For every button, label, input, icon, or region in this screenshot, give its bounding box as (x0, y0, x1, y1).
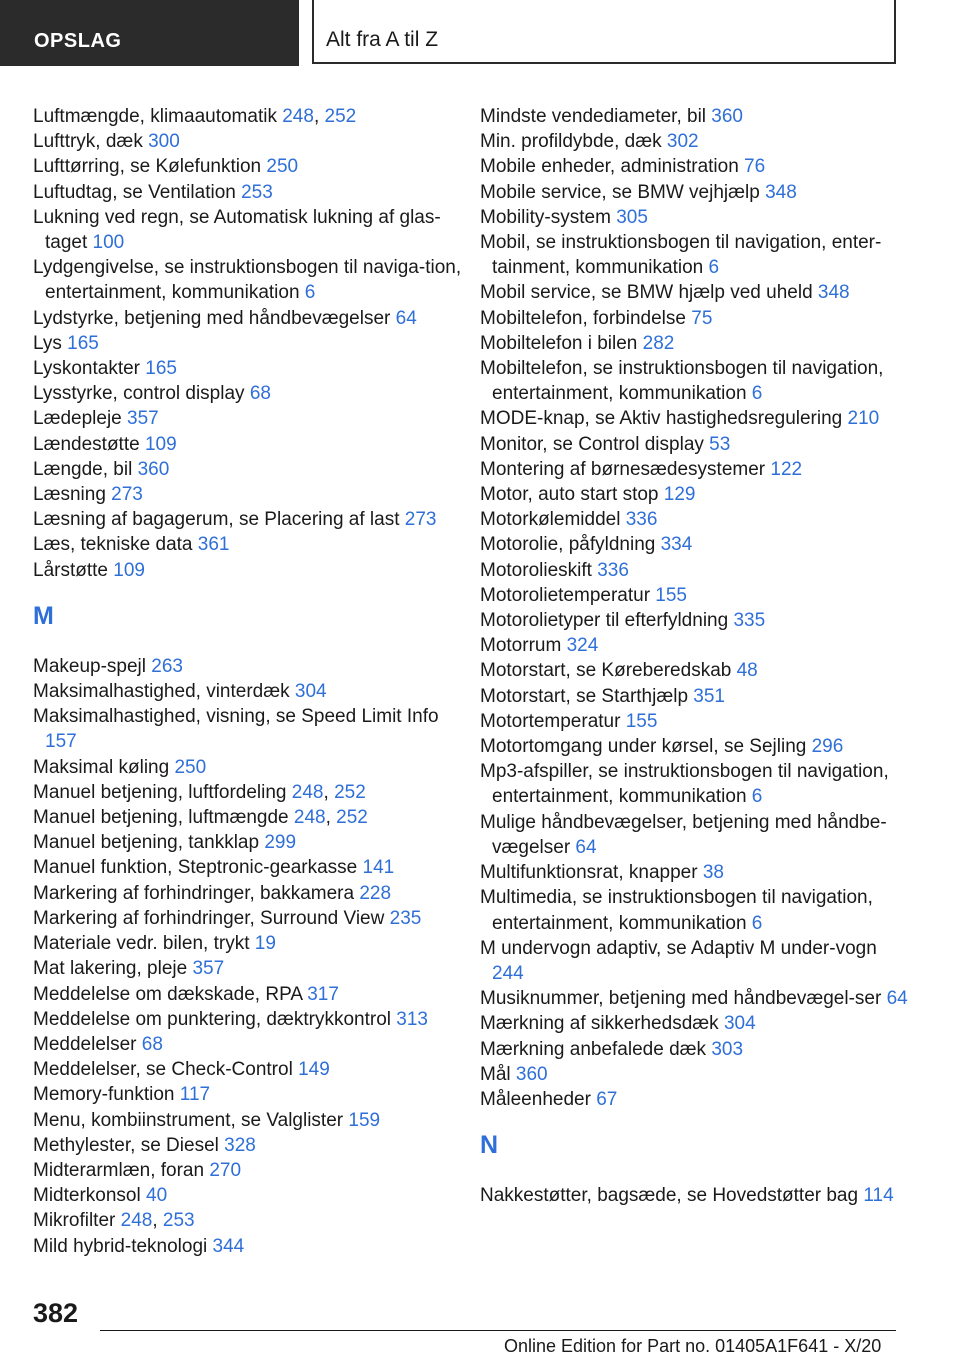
page-link[interactable]: 273 (111, 484, 143, 506)
index-entry (33, 1183, 463, 1208)
page-link[interactable]: 351 (693, 685, 725, 707)
index-entry (480, 129, 910, 154)
index-column-right (480, 104, 910, 1208)
index-entry (33, 306, 463, 331)
index-entry (33, 180, 463, 205)
index-entry (480, 482, 910, 507)
index-entry (33, 1082, 463, 1107)
index-term: Motorolietemperatur (480, 584, 656, 606)
index-term: Lædepleje (33, 408, 128, 430)
index-entry (33, 532, 463, 557)
index-entry (33, 381, 463, 406)
page-link[interactable]: 157 (45, 731, 77, 753)
index-entry (480, 885, 910, 935)
page-link[interactable]: 141 (362, 857, 395, 879)
index-term: Motortomgang under kørsel, se Sejling (480, 736, 812, 758)
index-entry (480, 306, 910, 331)
index-entry (480, 608, 910, 633)
page-link[interactable]: 228 (359, 882, 392, 904)
index-letter-heading: M (33, 601, 54, 630)
index-entry (480, 1087, 910, 1112)
page-link[interactable]: 300 (148, 131, 180, 153)
index-term: Lårstøtte (33, 559, 114, 581)
page-link[interactable]: 334 (660, 534, 693, 556)
index-entry (33, 755, 463, 780)
page-link[interactable]: 250 (174, 756, 207, 778)
index-entry (480, 180, 910, 205)
index-term: Motorolie, påfyldning (480, 534, 661, 556)
index-entry (33, 1057, 463, 1082)
index-term: M undervogn adaptiv, se Adaptiv M under-vogn (480, 937, 877, 959)
index-entry (33, 356, 463, 381)
page-link[interactable]: 304 (723, 1013, 756, 1035)
page-link[interactable]: 165 (67, 332, 99, 354)
index-term: Motorolieskift (480, 559, 598, 581)
index-entry (33, 406, 463, 431)
page-link[interactable]: 68 (249, 383, 271, 405)
index-term: Læsning af bagagerum, se Placering af last (33, 509, 405, 531)
page-link[interactable]: 64 (886, 988, 908, 1010)
index-entry (33, 1234, 463, 1259)
index-entry (480, 684, 910, 709)
index-entry (33, 507, 463, 532)
index-term: Monitor, se Control display (480, 433, 710, 455)
index-term: Manuel betjening, luftmængde (33, 807, 294, 829)
index-term: Menu, kombiinstrument, se Valglister (33, 1109, 349, 1131)
index-entry (33, 482, 463, 507)
page-link[interactable]: 122 (770, 458, 803, 480)
index-entry (480, 986, 910, 1011)
index-term: Lydstyrke, betjening med håndbevægelser (33, 307, 396, 329)
page-link[interactable]: 48 (736, 660, 758, 682)
index-term: Lydgengivelse, se instruktionsbogen til naviga-tion, entertainment, kommunikation (33, 257, 462, 304)
page-link[interactable]: 100 (92, 232, 125, 254)
page-link[interactable]: 336 (625, 509, 658, 531)
index-term: Lufttørring, se Kølefunktion (33, 156, 267, 178)
page-link[interactable]: 109 (144, 433, 177, 455)
section-tab (0, 0, 299, 66)
page-link[interactable]: 75 (691, 307, 713, 329)
index-term: Midterkonsol (33, 1185, 146, 1207)
page-link[interactable]: 67 (596, 1088, 618, 1110)
index-entry (33, 1133, 463, 1158)
index-term: Methylester, se Diesel (33, 1134, 225, 1156)
page-link[interactable]: 357 (192, 958, 225, 980)
page-link[interactable]: 248 (282, 106, 314, 127)
page-link[interactable]: 248 (293, 807, 326, 829)
index-term: Længde, bil (33, 458, 138, 480)
page-link[interactable]: 6 (751, 786, 763, 808)
page-link[interactable]: 317 (307, 983, 339, 1005)
page-link[interactable]: 250 (266, 156, 299, 178)
index-entry (480, 154, 910, 179)
page-link[interactable]: 155 (655, 584, 687, 606)
page-link[interactable]: 336 (597, 559, 629, 581)
index-entry (480, 709, 910, 734)
page-link[interactable]: 252 (336, 807, 368, 829)
page-separator: , (323, 781, 335, 803)
index-term: Mobile enheder, administration (480, 156, 745, 178)
page-link[interactable]: 263 (151, 655, 183, 677)
index-term: Mikrofilter (33, 1210, 121, 1232)
page-link[interactable]: 360 (711, 106, 743, 127)
footer-divider (100, 1330, 896, 1331)
index-term: Manuel funktion, Steptronic-gearkasse (33, 857, 363, 879)
page-link[interactable]: 253 (162, 1210, 195, 1232)
index-entry (33, 704, 463, 754)
index-entry (33, 1032, 463, 1057)
index-term: Måleenheder (480, 1088, 597, 1110)
index-term: Maksimalhastighed, vinterdæk (33, 681, 295, 703)
index-term: Multimedia, se instruktionsbogen til navigation, entertainment, kommunikation (480, 887, 873, 934)
index-entry (480, 1183, 910, 1208)
index-entry (480, 457, 910, 482)
index-entry (480, 205, 910, 230)
index-term: Lyskontakter (33, 358, 146, 380)
index-term: Materiale vedr. bilen, trykt (33, 933, 255, 955)
index-term: Motorstart, se Starthjælp (480, 685, 694, 707)
page-link[interactable]: 40 (146, 1185, 168, 1207)
index-term: Maksimalhastighed, visning, se Speed Limit Info (33, 706, 439, 728)
index-entry (33, 679, 463, 704)
index-term: Mobiltelefon i bilen (480, 332, 643, 354)
index-term: Mobiltelefon, se instruktionsbogen til navigation, entertainment, kommunikation (480, 358, 884, 405)
index-entry (480, 734, 910, 759)
index-entry (480, 1011, 910, 1036)
index-entry (480, 230, 910, 280)
page-link[interactable]: 357 (127, 408, 159, 430)
index-entry (33, 129, 463, 154)
index-entry (33, 205, 463, 255)
index-term: Mindste vendediameter, bil (480, 106, 712, 127)
index-entry (480, 860, 910, 885)
page-separator: , (313, 106, 325, 127)
page-link[interactable]: 244 (492, 962, 524, 984)
page-link[interactable]: 248 (120, 1210, 153, 1232)
index-entry (480, 432, 910, 457)
index-entry (480, 558, 910, 583)
index-term: Markering af forhindringer, Surround View (33, 907, 390, 929)
footer-edition: Online Edition for Part no. 01405A1F641 - X/20 (504, 1336, 882, 1356)
page-link[interactable]: 252 (324, 106, 357, 127)
page-link[interactable]: 210 (847, 408, 880, 430)
index-term: Midterarmlæn, foran (33, 1159, 210, 1181)
page-link[interactable]: 19 (254, 933, 276, 955)
page-link[interactable]: 253 (241, 181, 273, 203)
page-link[interactable]: 270 (209, 1159, 242, 1181)
index-entry (33, 1208, 463, 1233)
page-link[interactable]: 149 (298, 1059, 330, 1081)
index-term: Mulige håndbevægelser, betjening med håndbe-vægelser (480, 811, 887, 858)
index-entry (33, 154, 463, 179)
index-term: Motorolietyper til efterfyldning (480, 610, 734, 632)
index-entry (33, 855, 463, 880)
index-entry (480, 633, 910, 658)
chapter-title: Alt fra A til Z (326, 28, 439, 51)
index-term: Mobiltelefon, forbindelse (480, 307, 692, 329)
index-entry (480, 936, 910, 986)
index-term: Lændestøtte (33, 433, 145, 455)
index-term: Motortemperatur (480, 710, 626, 732)
chapter-tab (312, 0, 896, 64)
index-term: Mobility-system (480, 206, 617, 228)
index-entry (480, 810, 910, 860)
index-term: Manuel betjening, luftfordeling (33, 781, 292, 803)
index-term: Lufttryk, dæk (33, 131, 149, 153)
index-entry (480, 104, 910, 129)
index-term: Mål (480, 1063, 516, 1085)
index-entry (33, 982, 463, 1007)
index-entry (33, 255, 463, 305)
index-term: Mobil, se instruktionsbogen til navigation, enter-tainment, kommunikation (480, 232, 882, 279)
index-entry (33, 432, 463, 457)
page-separator: , (152, 1210, 163, 1232)
page-link[interactable]: 299 (264, 832, 297, 854)
index-term: Lys (33, 332, 68, 354)
index-entry (33, 906, 463, 931)
page-link[interactable]: 235 (389, 907, 422, 929)
index-entry (33, 457, 463, 482)
page-link[interactable]: 38 (702, 862, 724, 884)
index-entry (480, 532, 910, 557)
index-entry (33, 956, 463, 981)
index-term: Mobil service, se BMW hjælp ved uheld (480, 282, 818, 304)
page-link[interactable]: 313 (396, 1008, 428, 1030)
page-link[interactable]: 6 (304, 282, 316, 304)
index-letter-heading: N (480, 1131, 499, 1160)
page-header (0, 0, 960, 66)
page-link[interactable]: 117 (179, 1084, 211, 1106)
index-term: Mobile service, se BMW vejhjælp (480, 181, 766, 203)
page-number: 382 (33, 1298, 79, 1328)
index-entry (33, 654, 463, 679)
index-term: Meddelelser (33, 1033, 142, 1055)
index-term: Luftudtag, se Ventilation (33, 181, 242, 203)
page-link[interactable]: 303 (711, 1038, 744, 1060)
index-term: Læsning (33, 484, 112, 506)
index-entry (33, 931, 463, 956)
page-link[interactable]: 64 (395, 307, 417, 329)
page-link[interactable]: 252 (334, 781, 366, 803)
index-term: Motorstart, se Køreberedskab (480, 660, 737, 682)
index-entry (480, 759, 910, 809)
index-entry (480, 507, 910, 532)
index-entry (480, 356, 910, 406)
page-link[interactable]: 348 (765, 181, 797, 203)
page-link[interactable]: 68 (141, 1033, 163, 1055)
index-entry (33, 881, 463, 906)
index-entry (33, 780, 463, 805)
index-entry (480, 331, 910, 356)
page-link[interactable]: 165 (145, 358, 177, 380)
index-entry (33, 1158, 463, 1183)
index-entry (480, 1037, 910, 1062)
index-entry (33, 805, 463, 830)
index-column-left (33, 104, 463, 1259)
page-link[interactable]: 328 (224, 1134, 256, 1156)
page-link[interactable]: 361 (197, 534, 230, 556)
page-link[interactable]: 64 (575, 836, 597, 858)
index-term: Markering af forhindringer, bakkamera (33, 882, 360, 904)
page-link[interactable]: 114 (863, 1185, 894, 1207)
page-link[interactable]: 302 (666, 131, 699, 153)
page-link[interactable]: 324 (566, 635, 599, 657)
index-entry (33, 1108, 463, 1133)
index-term: Lukning ved regn, se Automatisk lukning af glas-taget (33, 206, 441, 254)
page-link[interactable]: 129 (663, 484, 696, 506)
page-link[interactable]: 335 (733, 610, 766, 632)
index-term: Memory-funktion (33, 1084, 180, 1106)
page-link[interactable]: 344 (212, 1235, 245, 1257)
index-entry (480, 583, 910, 608)
page-link[interactable]: 348 (817, 282, 850, 304)
index-entry (33, 104, 463, 129)
index-term: Meddelelser, se Check-Control (33, 1059, 299, 1081)
index-term: Lysstyrke, control display (33, 383, 250, 405)
index-entry (480, 280, 910, 305)
index-term: Musiknummer, betjening med håndbevægel-ser (480, 988, 887, 1010)
page-link[interactable]: 159 (348, 1109, 381, 1131)
index-term: Mild hybrid-teknologi (33, 1235, 213, 1257)
index-entry (33, 830, 463, 855)
index-term: Maksimal køling (33, 756, 175, 778)
index-term: Motorrum (480, 635, 567, 657)
page-link[interactable]: 53 (709, 433, 731, 455)
index-term: Motor, auto start stop (480, 484, 664, 506)
index-term: Min. profildybde, dæk (480, 131, 667, 153)
index-term: Luftmængde, klimaautomatik (33, 106, 283, 127)
index-term: Mærkning af sikkerhedsdæk (480, 1013, 724, 1035)
page-link[interactable]: 360 (515, 1063, 548, 1085)
page-link[interactable]: 6 (708, 257, 720, 279)
page-link[interactable]: 248 (291, 781, 324, 803)
index-term: Multifunktionsrat, knapper (480, 862, 703, 884)
index-term: Meddelelse om punktering, dæktrykkontrol (33, 1008, 397, 1030)
index-entry (480, 406, 910, 431)
page-link[interactable]: 76 (744, 156, 766, 178)
page-separator: , (325, 807, 337, 829)
page-link[interactable]: 305 (616, 206, 648, 228)
page-link[interactable]: 155 (625, 710, 658, 732)
page-link[interactable]: 360 (137, 458, 170, 480)
index-term: Makeup-spejl (33, 655, 152, 677)
index-entry (480, 658, 910, 683)
index-term: Nakkestøtter, bagsæde, se Hovedstøtter bag (480, 1185, 864, 1207)
index-term: Mat lakering, pleje (33, 958, 193, 980)
page-link[interactable]: 296 (811, 736, 844, 758)
index-term: Mp3-afspiller, se instruktionsbogen til navigation, entertainment, kommunikation (480, 761, 889, 808)
index-term: Montering af børnesædesystemer (480, 458, 771, 480)
index-term: Manuel betjening, tankklap (33, 832, 265, 854)
page-link[interactable]: 304 (294, 681, 327, 703)
page-link[interactable]: 273 (404, 509, 437, 531)
page-link[interactable]: 6 (751, 912, 763, 934)
page-link[interactable]: 6 (751, 383, 763, 405)
index-term: Mærkning anbefalede dæk (480, 1038, 712, 1060)
index-entry (33, 331, 463, 356)
page-link[interactable]: 109 (113, 559, 145, 581)
index-term: Motorkølemiddel (480, 509, 626, 531)
index-entry (33, 1007, 463, 1032)
index-term: Meddelelse om dækskade, RPA (33, 983, 308, 1005)
section-title: OPSLAG (34, 30, 122, 52)
index-entry (33, 558, 463, 583)
index-entry (480, 1062, 910, 1087)
page-link[interactable]: 282 (642, 332, 675, 354)
index-term: Læs, tekniske data (33, 534, 198, 556)
index-term: MODE-knap, se Aktiv hastighedsregulering (480, 408, 848, 430)
